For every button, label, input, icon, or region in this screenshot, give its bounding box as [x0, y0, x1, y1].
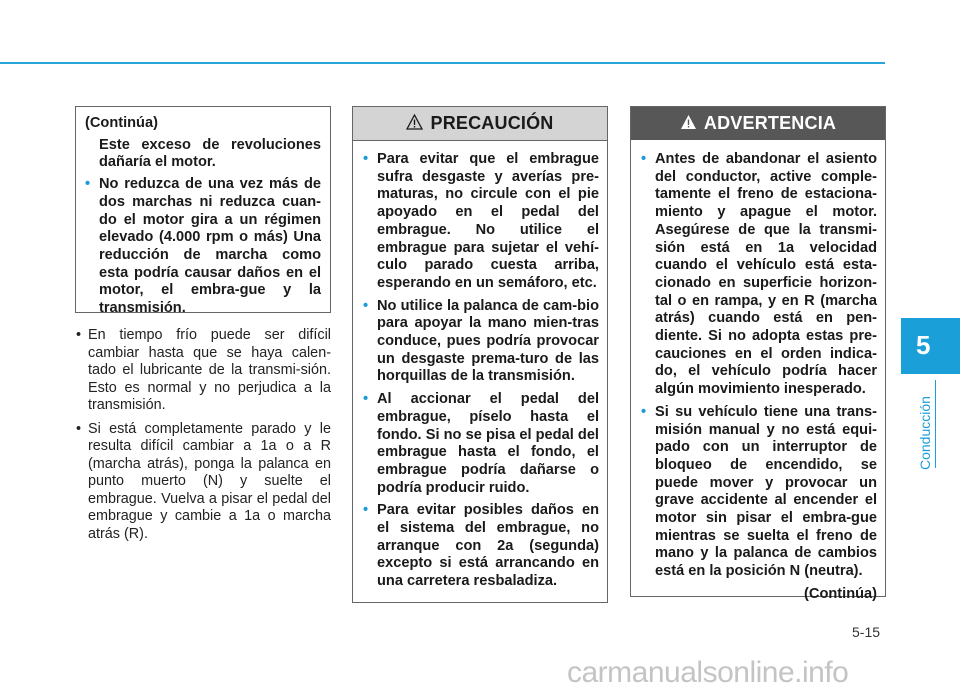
continued-bullet-list: [85, 176, 321, 318]
continued-note-box: [75, 106, 331, 317]
chapter-number: 5: [916, 330, 931, 360]
caution-title: PRECAUCIÓN: [430, 112, 554, 133]
top-rule: [0, 62, 885, 64]
caution-bullet: • Al accionar el pedal del embrague, píselo hasta el fondo. Si no se pisa el pedal del embrague hasta el fondo, el embrague podría dañarse o podría producir ruido.: [363, 391, 599, 497]
warning-box: [630, 106, 886, 602]
warning-triangle-icon: [680, 114, 697, 134]
body-bullet: • Si está completamente parado y le resulta difícil cambiar a 1a o a R (marcha atrás), ponga la palanca en punto muerto (N) y suelte el embrague. Vuelva a pisar el pedal del embrague y cambie a 1a o marcha atrás (R).: [75, 421, 331, 544]
chapter-tab-divider: [935, 380, 936, 468]
continued-footer: (Continúa): [804, 585, 877, 602]
caution-bullet-list: [353, 141, 607, 591]
continued-text: Este exceso de revoluciones dañaría el motor.: [99, 136, 321, 171]
warning-header: [631, 107, 885, 140]
caution-box: [352, 106, 608, 603]
caution-bullet: • No utilice la palanca de cam-bio para apoyar la mano mien-tras conduce, pues podría provocar un desgaste prema-turo de las horquillas de la transmisión.: [363, 298, 599, 387]
caution-bullet: • Para evitar posibles daños en el sistema del embrague, no arranque con 2a (segunda) excepto si está arrancando en una carretera resbaladiza.: [363, 502, 599, 591]
caution-bullet: • Para evitar que el embrague sufra desgaste y averías pre-maturas, no circule con el pie apoyado en el pedal del embrague. No utilice el embrague para sujetar el vehí-culo parado cuesta arriba, esperando en un semáforo, etc.: [363, 151, 599, 293]
body-bullet: • En tiempo frío puede ser difícil cambiar hasta que se haya calen-tado el lubricante de la transmi-sión. Esto es normal y no perjudica a la transmisión.: [75, 327, 331, 415]
warning-bullet: • Antes de abandonar el asiento del conductor, active comple-tamente el freno de estaciona-miento y apague el motor. Asegúrese de que la transmi-sión está en 1a velocidad cuando el vehículo está esta-cionado en superficie horizon-tal o en rampa, y en R (marcha atrás) cuando está en pen-diente. Si no adopta estas pre-cauciones en el orden indica-do, el vehículo podría hacer algún movimiento inesperado.: [641, 151, 877, 399]
warning-bullet: • Si su vehículo tiene una trans-misión manual y no está equi-pado con un interruptor de bloqueo de encendido, se puede mover y provocar un grave accidente al encender el motor sin pisar el embra-gue mientras se suelta el freno de mano y la palanca de cambios está en la posición N (neutra).: [641, 404, 877, 581]
warning-bullet-list: [631, 140, 885, 581]
body-text-column: [75, 327, 331, 549]
continued-header: (Continúa): [85, 115, 158, 131]
chapter-tab: [901, 318, 960, 374]
warning-title: ADVERTENCIA: [703, 112, 837, 133]
watermark: carmanualsonline.info: [567, 656, 849, 689]
chapter-label: Conducción: [917, 396, 933, 470]
continued-bullet: • No reduzca de una vez más de dos marchas ni reduzca cuan-do el motor gira a un régimen elevado (4.000 rpm o más) Una reducción de marcha como esta podría causar daños en el motor, el embra-gue y la transmisión.: [85, 176, 321, 318]
page-number: 5-15: [852, 624, 881, 640]
warning-triangle-icon: [406, 114, 423, 134]
caution-header: [353, 107, 607, 141]
